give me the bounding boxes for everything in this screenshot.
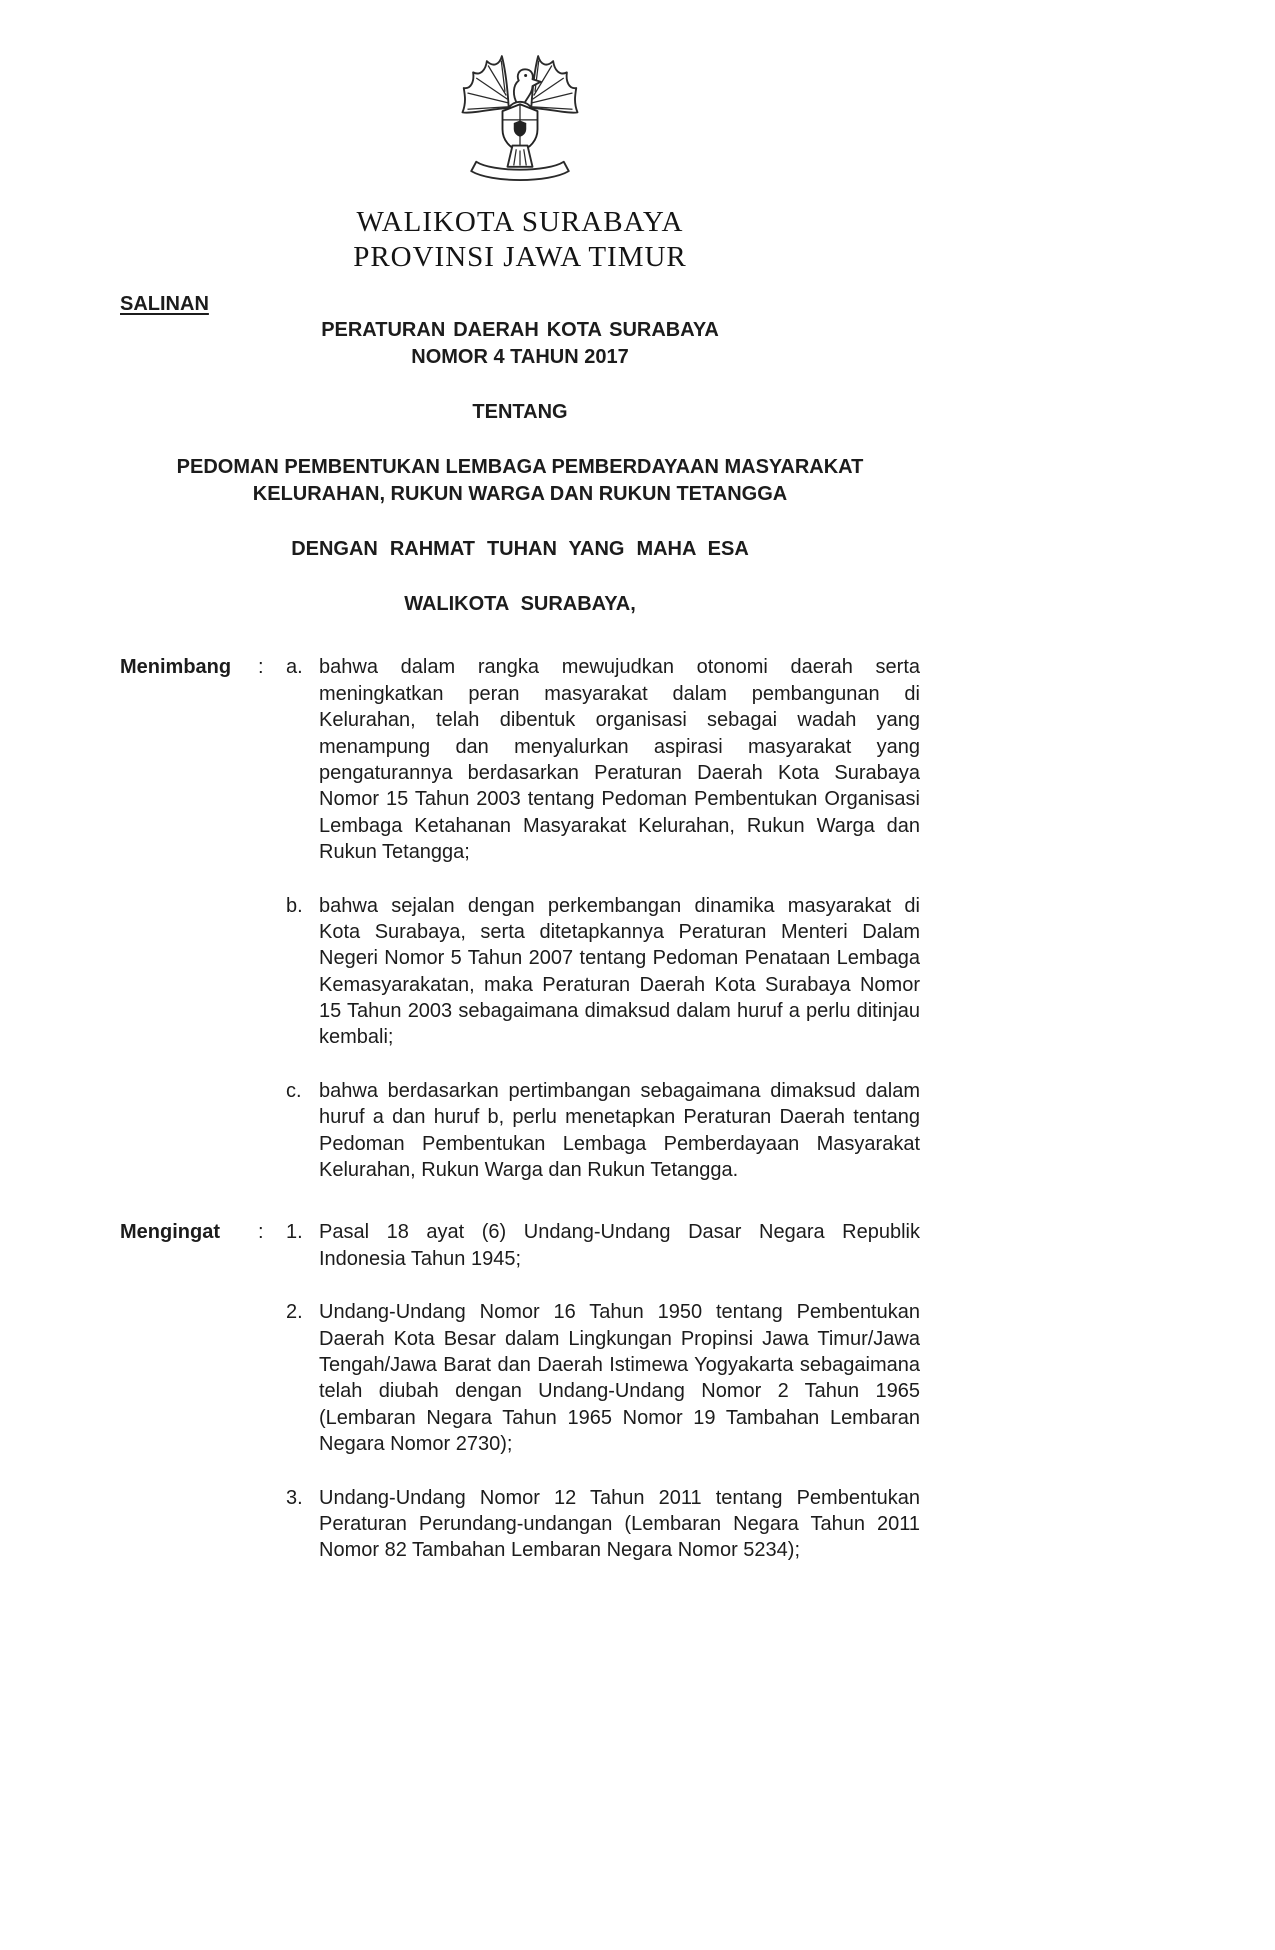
consideration-item-c: [286, 1078, 920, 1184]
item-marker: b.: [286, 894, 303, 917]
issuer-line: WALIKOTA SURABAYA,: [404, 593, 636, 616]
section-menimbang: [120, 654, 920, 1183]
regulation-title: PERATURAN DAERAH KOTA SURABAYA: [321, 319, 719, 342]
grace-line: DENGAN RAHMAT TUHAN YANG MAHA ESA: [291, 538, 749, 561]
item-text: bahwa berdasarkan pertimbangan sebagaimana dimaksud dalam huruf a dan huruf b, perlu menetapkan Peraturan Daerah tentang Pedoman Pembentukan Lembaga Pemberdayaan Masyarakat Kelurahan, Rukun Warga dan Rukun Tetangga.: [319, 1079, 920, 1182]
section-label: Mengingat: [120, 1221, 220, 1244]
letterhead: [120, 38, 920, 275]
section-label: Menimbang: [120, 656, 232, 679]
legal-basis-item-1: [286, 1219, 920, 1272]
letterhead-title: WALIKOTA SURABAYA: [356, 206, 684, 239]
item-marker: a.: [286, 656, 303, 679]
legal-basis-item-2: [286, 1299, 920, 1457]
item-marker: c.: [286, 1079, 302, 1102]
item-text: bahwa dalam rangka mewujudkan otonomi daerah serta meningkatkan peran masyarakat dalam pembangunan di Kelurahan, telah dibentuk organisasi sebagai wadah yang menampung dan menyalurkan aspirasi masyarakat yang pengaturannya berdasarkan Peraturan Daerah Kota Surabaya Nomor 15 Tahun 2003 tentang Pedoman Pembentukan Organisasi Lembaga Ketahanan Masyarakat Kelurahan, Rukun Warga dan Rukun Tetangga;: [319, 656, 920, 864]
regulation-number: NOMOR 4 TAHUN 2017: [411, 346, 629, 369]
subject-line-1: PEDOMAN PEMBENTUKAN LEMBAGA PEMBERDAYAAN MASYARAKAT: [176, 456, 864, 479]
item-marker: 3.: [286, 1486, 303, 1509]
consideration-item-b: [286, 893, 920, 1051]
letterhead-subtitle: PROVINSI JAWA TIMUR: [353, 241, 687, 274]
copy-stamp: SALINAN: [120, 292, 209, 315]
section-colon: :: [258, 1221, 264, 1244]
subject-line-2: KELURAHAN, RUKUN WARGA DAN RUKUN TETANGGA: [252, 483, 788, 506]
consideration-item-a: [286, 654, 920, 865]
section-colon: :: [258, 656, 264, 679]
legal-basis-item-3: [286, 1485, 920, 1564]
garuda-pancasila-emblem: [457, 38, 583, 188]
item-marker: 2.: [286, 1301, 303, 1324]
item-text: Undang-Undang Nomor 12 Tahun 2011 tentang Pembentukan Peraturan Perundang-undangan (Lembaran Negara Tahun 2011 Nomor 82 Tambahan Lembaran Negara Nomor 5234);: [319, 1486, 920, 1562]
item-text: Pasal 18 ayat (6) Undang-Undang Dasar Negara Republik Indonesia Tahun 1945;: [319, 1221, 920, 1270]
regulation-heading: [120, 317, 920, 618]
item-marker: 1.: [286, 1221, 303, 1244]
item-text: Undang-Undang Nomor 16 Tahun 1950 tentang Pembentukan Daerah Kota Besar dalam Lingkungan Propinsi Jawa Timur/Jawa Tengah/Jawa Barat dan Daerah Istimewa Yogyakarta sebagaimana telah diubah dengan Undang-Undang Nomor 2 Tahun 1965 (Lembaran Negara Tahun 1965 Nomor 19 Tambahan Lembaran Negara Nomor 2730);: [319, 1301, 920, 1456]
item-text: bahwa sejalan dengan perkembangan dinamika masyarakat di Kota Surabaya, serta ditetapkannya Peraturan Menteri Dalam Negeri Nomor 5 Tahun 2007 tentang Pedoman Penataan Lembaga Kemasyarakatan, maka Peraturan Daerah Kota Surabaya Nomor 15 Tahun 2003 sebagaimana dimaksud dalam huruf a perlu ditinjau kembali;: [319, 894, 920, 1049]
section-mengingat: [120, 1219, 920, 1563]
tentang-label: TENTANG: [472, 401, 568, 424]
